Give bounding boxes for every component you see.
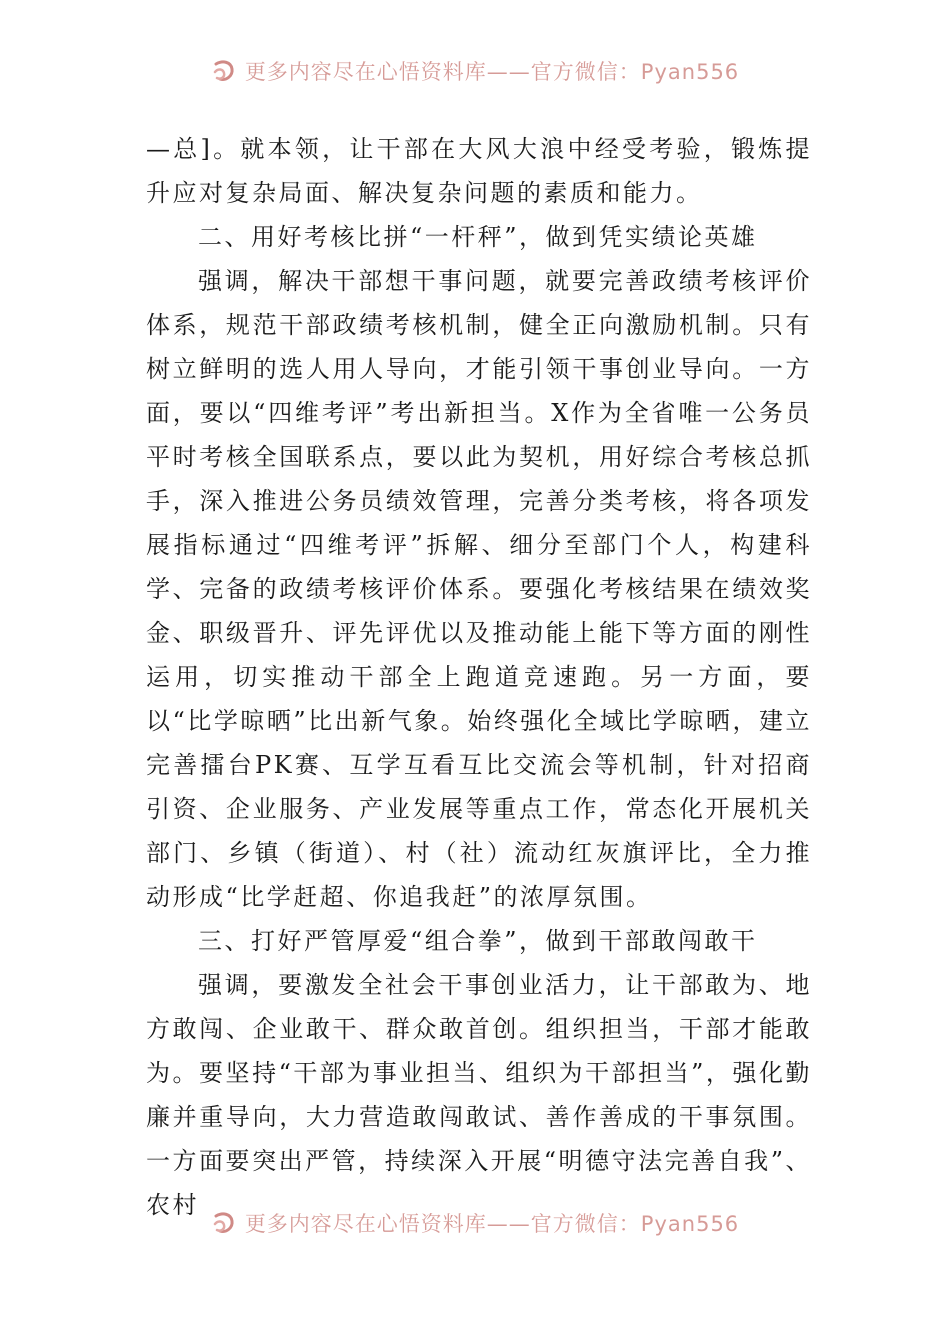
paragraph-continuation: —总]。就本领，让干部在大风大浪中经受考验，锻炼提升应对复杂局面、解决复杂问题的素质和能力。 xyxy=(146,135,812,207)
watermark-logo-icon xyxy=(211,1210,237,1236)
section-heading-3: 三、打好严管厚爱“组合拳”，做到干部敢闯敢干 xyxy=(198,927,758,955)
watermark-text: 更多内容尽在心悟资料库——官方微信：Pyan556 xyxy=(244,60,740,84)
section-heading-2: 二、用好考核比拼“一杆秤”，做到凭实绩论英雄 xyxy=(198,223,758,251)
watermark-text: 更多内容尽在心悟资料库——官方微信：Pyan556 xyxy=(244,1212,740,1236)
header-watermark xyxy=(0,56,950,86)
document-body xyxy=(146,127,812,1227)
paragraph-section-3: 强调，要激发全社会干事创业活力，让干部敢为、地方敢闯、企业敢干、群众敢首创。组织担当，干部才能敢为。要坚持“干部为事业担当、组织为干部担当”，强化勤廉并重导向，大力营造敢闯敢试、善作善成的干事氛围。一方面要突出严管，持续深入开展“明德守法完善自我”、农村 xyxy=(146,971,812,1219)
paragraph-section-2: 强调，解决干部想干事问题，就要完善政绩考核评价体系，规范干部政绩考核机制，健全正向激励机制。只有树立鲜明的选人用人导向，才能引领干事创业导向。一方面，要以“四维考评”考出新担当。X作为全省唯一公务员平时考核全国联系点，要以此为契机，用好综合考核总抓手，深入推进公务员绩效管理，完善分类考核，将各项发展指标通过“四维考评”拆解、细分至部门个人，构建科学、完备的政绩考核评价体系。要强化考核结果在绩效奖金、职级晋升、评先评优以及推动能上能下等方面的刚性运用，切实推动干部全上跑道竞速跑。另一方面，要以“比学晾晒”比出新气象。始终强化全域比学晾晒，建立完善擂台PK赛、互学互看互比交流会等机制，针对招商引资、企业服务、产业发展等重点工作，常态化开展机关部门、乡镇（街道）、村（社）流动红灰旗评比，全力推动形成“比学赶超、你追我赶”的浓厚氛围。 xyxy=(146,267,812,911)
watermark-logo-icon xyxy=(211,58,237,84)
footer-watermark xyxy=(0,1208,950,1238)
